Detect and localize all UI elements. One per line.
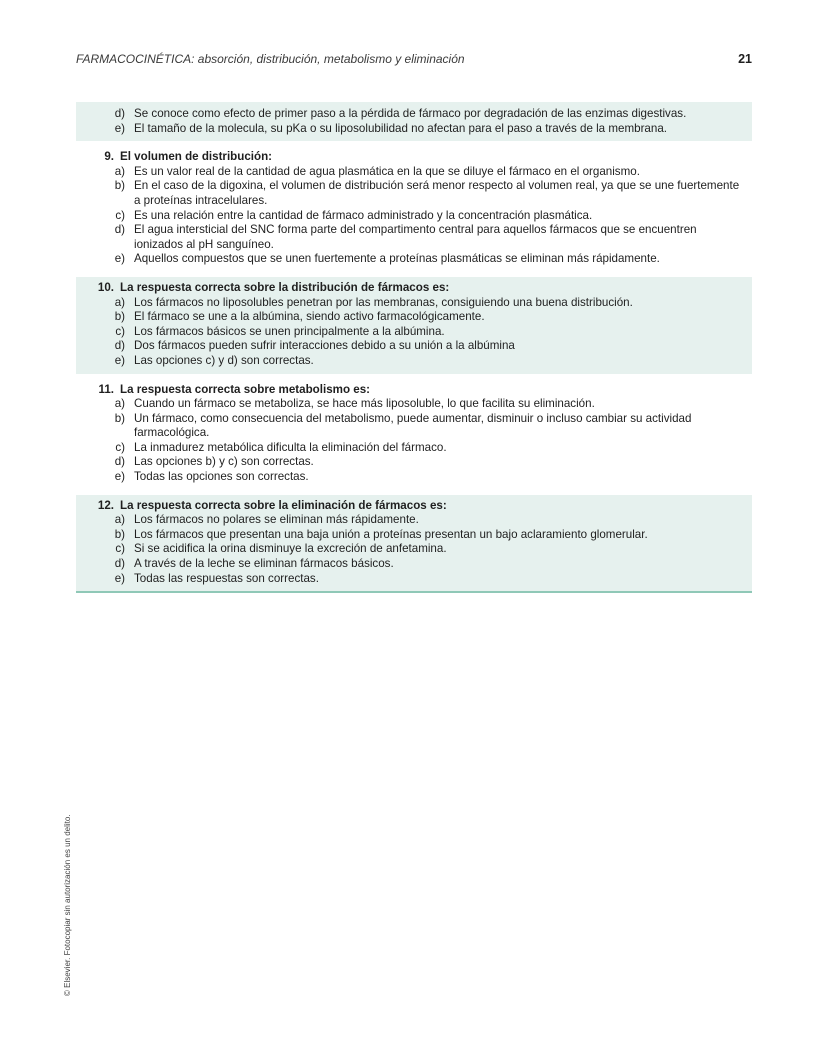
question-title — [76, 150, 752, 165]
section-bottom-rule — [76, 591, 752, 593]
option-text: Todas las respuestas son correctas. — [134, 571, 319, 585]
option-item — [76, 339, 752, 354]
option-item — [76, 572, 752, 587]
option-letter: b) — [114, 310, 125, 324]
option-item — [76, 455, 752, 470]
option-text: Se conoce como efecto de primer paso a la pérdida de fármaco por degradación de las enzimas digestivas. — [134, 107, 687, 120]
option-text: Todas las opciones son correctas. — [134, 470, 309, 484]
question-text: La respuesta correcta sobre metabolismo es: — [120, 382, 371, 396]
option-letter: e) — [114, 470, 125, 484]
option-item — [76, 122, 752, 137]
option-letter: c) — [115, 324, 125, 338]
option-text: Cuando un fármaco se metaboliza, se hace más liposoluble, lo que facilita su eliminación. — [134, 397, 595, 411]
option-text: El agua intersticial del SNC forma parte del compartimento central para aquellos fármacos que se encuentren ionizados al pH sanguíneo. — [134, 223, 697, 251]
question-number: 9. — [104, 150, 114, 164]
question-block-11 — [76, 379, 752, 490]
question-title — [76, 499, 752, 514]
option-text: Aquellos compuestos que se unen fuertemente a proteínas plasmáticas se eliminan más rápidamente. — [134, 252, 660, 266]
option-text: Es una relación entre la cantidad de fármaco administrado y la concentración plasmática. — [134, 208, 593, 222]
option-letter: a) — [114, 513, 125, 527]
option-item — [76, 223, 752, 252]
option-text: Dos fármacos pueden sufrir interacciones debido a su unión a la albúmina — [134, 339, 515, 353]
option-item — [76, 412, 752, 441]
question-title — [76, 383, 752, 398]
question-title — [76, 281, 752, 296]
option-letter: d) — [114, 223, 125, 237]
option-letter: c) — [115, 440, 125, 454]
option-item — [76, 107, 752, 122]
option-item — [76, 542, 752, 557]
option-letter: b) — [114, 527, 125, 541]
option-text: Las opciones c) y d) son correctas. — [134, 353, 314, 367]
header-title: FARMACOCINÉTICA: absorción, distribución, metabolismo y eliminación — [76, 52, 465, 66]
option-letter: d) — [114, 455, 125, 469]
option-text: El tamaño de la molecula, su pKa o su liposolubilidad no afectan para el paso a través de la membrana. — [134, 121, 667, 135]
option-letter: c) — [115, 542, 125, 556]
question-text: El volumen de distribución: — [120, 150, 273, 164]
option-text: Es un valor real de la cantidad de agua plasmática en la que se diluye el fármaco en el organismo. — [134, 164, 640, 178]
option-item — [76, 209, 752, 224]
option-item — [76, 179, 752, 208]
option-item — [76, 397, 752, 412]
option-item — [76, 513, 752, 528]
option-item — [76, 528, 752, 543]
question-number: 11. — [98, 382, 114, 396]
option-item — [76, 557, 752, 572]
option-text: El fármaco se une a la albúmina, siendo activo farmacológicamente. — [134, 310, 485, 324]
option-item — [76, 165, 752, 180]
option-letter: e) — [114, 571, 125, 585]
option-text: Las opciones b) y c) son correctas. — [134, 455, 314, 469]
option-item — [76, 441, 752, 456]
option-letter: e) — [114, 252, 125, 266]
option-text: En el caso de la digoxina, el volumen de distribución será menor respecto al volumen real, ya que se une fuertemente a proteínas intracelulares. — [134, 179, 740, 207]
option-item — [76, 354, 752, 369]
option-text: Un fármaco, como consecuencia del metabolismo, puede aumentar, disminuir o incluso cambiar su actividad farmacológica. — [134, 411, 692, 440]
running-header — [76, 52, 752, 70]
option-text: Si se acidifica la orina disminuye la excreción de anfetamina. — [134, 542, 447, 556]
copyright-note: © Elsevier. Fotocopiar sin autorización es un delito. — [63, 814, 72, 996]
continued-question-block — [76, 102, 752, 141]
option-item — [76, 252, 752, 267]
question-block-9 — [76, 146, 752, 272]
option-letter: b) — [114, 179, 125, 193]
option-letter: a) — [114, 397, 125, 411]
option-item — [76, 296, 752, 311]
option-text: Los fármacos básicos se unen principalmente a la albúmina. — [134, 324, 445, 338]
option-text: Los fármacos no liposolubles penetran por las membranas, consiguiendo una buena distribución. — [134, 295, 633, 309]
option-item — [76, 310, 752, 325]
question-block-10 — [76, 277, 752, 374]
question-number: 12. — [97, 498, 114, 512]
option-letter: a) — [114, 164, 125, 178]
page-number: 21 — [738, 52, 752, 66]
option-letter: a) — [114, 295, 125, 309]
option-item — [76, 325, 752, 340]
option-letter: d) — [114, 557, 125, 571]
option-letter: e) — [114, 121, 125, 135]
question-text: La respuesta correcta sobre la distribución de fármacos es: — [120, 280, 450, 294]
option-letter: d) — [114, 339, 125, 353]
option-item — [76, 470, 752, 485]
question-list — [76, 102, 752, 593]
option-text: Los fármacos no polares se eliminan más rápidamente. — [134, 513, 419, 527]
option-text: A través de la leche se eliminan fármacos básicos. — [134, 557, 394, 571]
option-letter: d) — [114, 107, 125, 120]
question-text: La respuesta correcta sobre la eliminación de fármacos es: — [120, 498, 447, 512]
option-letter: c) — [115, 208, 125, 222]
option-letter: b) — [114, 411, 125, 425]
question-number: 10. — [97, 280, 114, 294]
question-block-12 — [76, 495, 752, 592]
option-text: La inmadurez metabólica dificulta la eliminación del fármaco. — [134, 440, 447, 454]
option-letter: e) — [114, 353, 125, 367]
option-text: Los fármacos que presentan una baja unión a proteínas presentan un bajo aclaramiento glomerular. — [134, 527, 648, 541]
